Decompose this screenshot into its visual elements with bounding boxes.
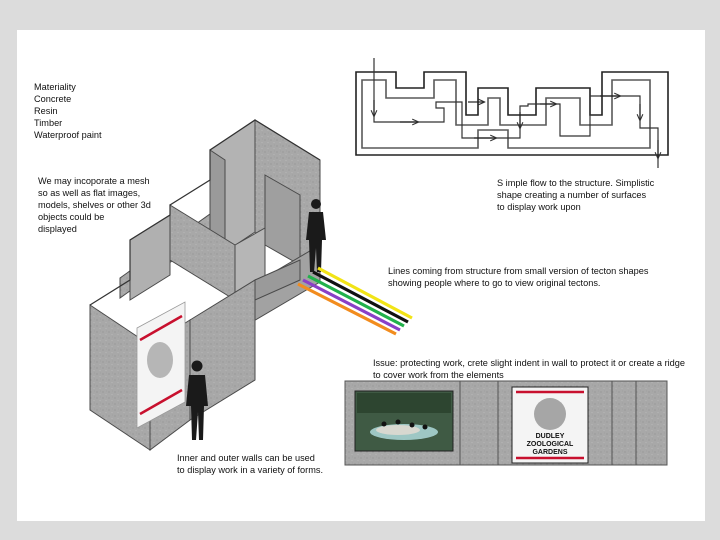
poster-line-2: ZOOLOGICAL [526,441,574,448]
guide-stripes [298,268,412,334]
mesh-note-line: We may incoporate a mesh [38,176,150,186]
issue-note-line: Issue: protecting work, crete slight indent in wall to protect it or create a ridge [373,358,686,368]
mesh-note-line: objects could be [38,212,105,222]
poster-line-1: DUDLEY [535,433,565,440]
mesh-note-line: models, shelves or other 3d [38,200,151,210]
maze-flow-path [374,58,658,168]
flow-maze-diagram [356,58,668,168]
tiger-face-icon [147,342,173,378]
flow-note-line: S imple flow to the structure. Simplistic [497,178,655,188]
mesh-note-line: so as well as flat images, [38,188,141,198]
material-item: Resin [34,106,58,116]
material-item: Concrete [34,94,72,104]
materiality-heading: Materiality [34,82,76,92]
flow-note-line: to display work upon [497,202,581,212]
tiger-face-icon [534,398,566,430]
lines-note-line: Lines coming from structure from small version of tecton shapes [388,266,649,276]
maze-outer-wall [356,72,668,155]
walls-note-line: Inner and outer walls can be used [177,453,315,463]
material-item: Timber [34,118,63,128]
poster-line-3: GARDENS [532,449,568,456]
flow-note-line: shape creating a number of surfaces [497,190,647,200]
walls-note-line: to display work in a variety of forms. [177,465,324,475]
issue-note-line: to cover work from the elements [373,370,504,380]
mesh-note-line: displayed [38,224,77,234]
wall-elevation [345,381,667,465]
lines-note-line: showing people where to go to view original tectons. [388,278,601,288]
material-item: Waterproof paint [34,130,102,140]
